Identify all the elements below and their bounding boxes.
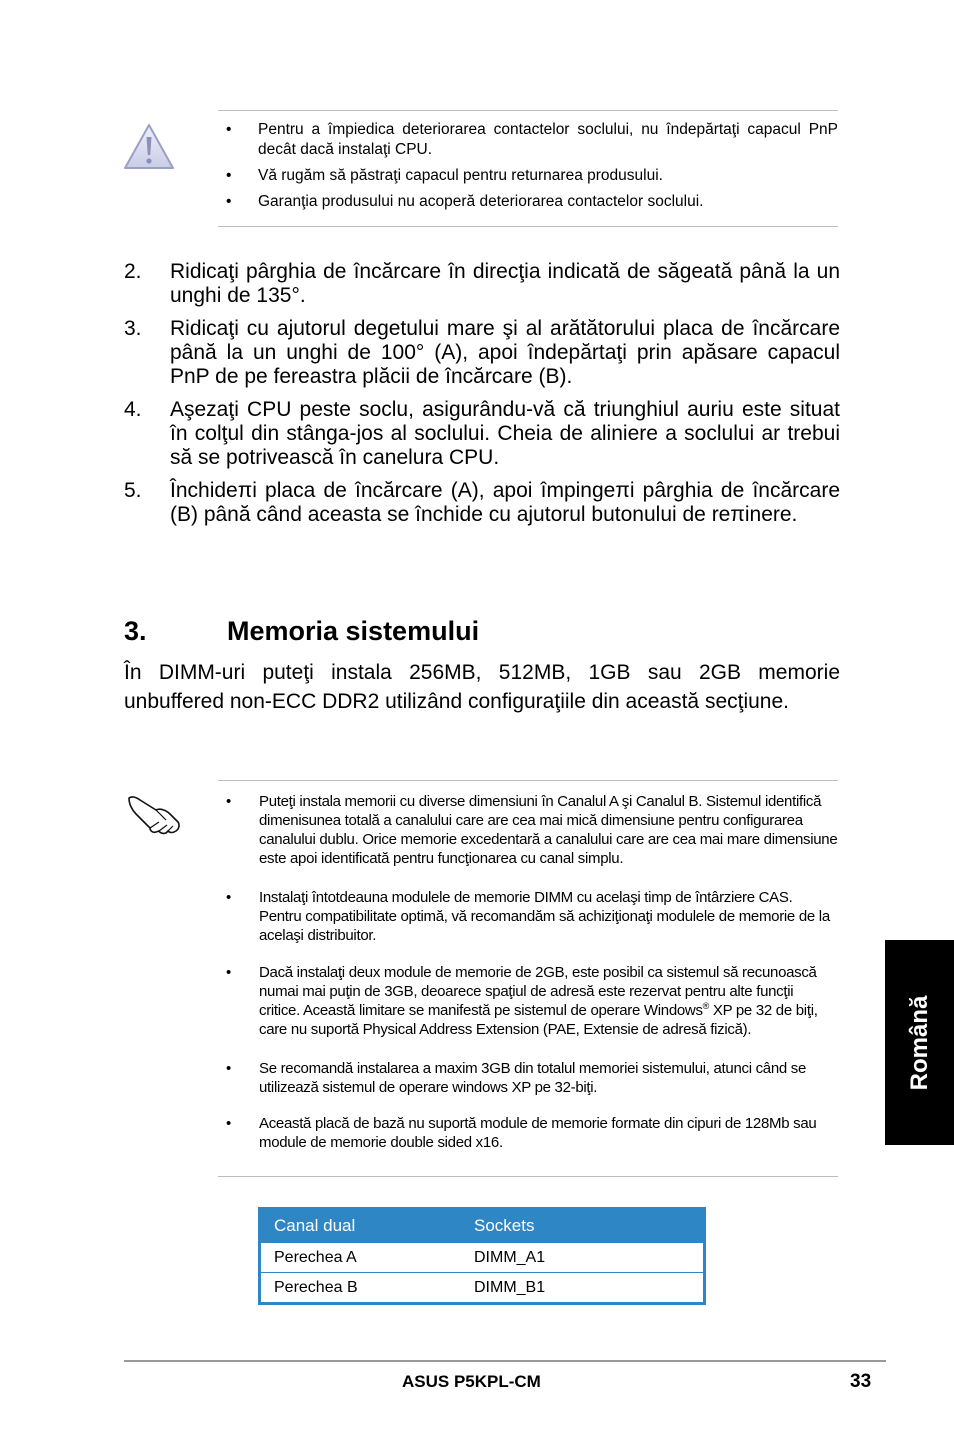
table-row (261, 1272, 703, 1302)
pointing-hand-icon (126, 792, 182, 836)
caution-bottom-rule (218, 226, 838, 227)
table-header-cell: Sockets (474, 1216, 535, 1235)
table-cell: DIMM_A1 (474, 1248, 546, 1266)
note-item: • Această placă de bază nu suportă module de memorie formate din cipuri de 128Mb sau module de memorie double sided x16. (226, 1115, 817, 1151)
caution-item: • Pentru a împiedica deteriorarea contactelor soclului, nu îndepărtaţi capacul PnP decât dacă instalaţi CPU. (226, 121, 838, 158)
section-intro: În DIMM-uri puteţi instala 256MB, 512MB, 1GB sau 2GB memorie unbuffered non-ECC DDR2 utilizând configuraţiile din această secţiune. (124, 661, 840, 713)
note-item: • Puteţi instala memorii cu diverse dimensiuni în Canalul A şi Canalul B. Sistemul identifică dimenisunea totală a canalului care are cea mai mică dimensiune pentru configurarea canalului dublu. Orice memorie excedentară a canalului care are cea mai mare dimensiune este apoi identificată pentru funcţionarea cu canal simplu. (226, 793, 838, 867)
caution-item: • Vă rugăm să păstraţi capacul pentru returnarea produsului. (226, 167, 663, 184)
step-5: 5. Închideπi placa de încărcare (A), apoi împingeπi pârghia de încărcare (B) până când aceasta se închide cu ajutorul butonului de reπinere. (124, 479, 840, 526)
note-item: • Instalaţi întotdeauna modulele de memorie DIMM cu acelaşi timp de întârziere CAS. Pentru compatibilitate optimă, vă recomandăm să achiziţionaţi modulele de memorie de la acelaşi distribuitor. (226, 889, 830, 944)
dual-channel-table (258, 1207, 706, 1305)
language-tab (885, 940, 954, 1145)
note-top-rule (218, 780, 838, 781)
step-4: 4. Aşezaţi CPU peste soclu, asigurându-vă că triunghiul auriu este situat în colţul din stânga-jos al soclului. Cheia de aliniere a soclului ar trebui să se potrivească în canelura CPU. (124, 398, 840, 469)
table-cell: Perechea A (274, 1248, 357, 1266)
step-3: 3. Ridicaţi cu ajutorul degetului mare şi al arătătorului placa de încărcare până la un unghi de 100° (A), apoi îndepărtaţi prin apăsare capacul PnP de pe fereastra plăcii de încărcare (B). (124, 317, 840, 388)
step-2: 2. Ridicaţi pârghia de încărcare în direcţia indicată de săgeată până la un unghi de 135°. (124, 260, 840, 307)
caution-item: • Garanţia produsului nu acoperă deteriorarea contactelor soclului. (226, 193, 704, 210)
caution-top-rule (218, 110, 838, 111)
table-cell: DIMM_B1 (474, 1278, 546, 1296)
table-header-cell: Canal dual (274, 1216, 356, 1235)
page-number: 33 (850, 1371, 872, 1392)
table-row (261, 1242, 703, 1272)
section-number: 3. (124, 616, 147, 646)
registered-mark: ® (702, 1001, 710, 1011)
footer-model: ASUS P5KPL-CM (402, 1372, 541, 1391)
language-tab-label: Română (905, 995, 933, 1090)
install-steps (124, 260, 840, 536)
note-item: • Dacă instalaţi deux module de memorie de 2GB, este posibil ca sistemul să recunoască numai mai puţin de 3GB, deoarece spaţiul de adresă este rezervat pentru alte funcţii critice. Această limitare se manifestă pe sistemul de operare Windows® XP pe 32 de biţi, care nu suportă Physical Address Extension (PAE, Extensie de adresă fizică). (226, 964, 818, 1038)
warning-triangle-icon (122, 122, 176, 172)
note-bottom-rule (218, 1176, 838, 1177)
section-heading (124, 616, 479, 647)
caution-list (218, 120, 838, 218)
section-title: Memoria sistemului (227, 616, 480, 646)
table-header-row (261, 1210, 703, 1242)
table-cell: Perechea B (274, 1278, 358, 1296)
note-item: • Se recomandă instalarea a maxim 3GB din totalul memoriei sistemului, atunci când se utilizează sistemul de operare windows XP pe 32-biţi. (226, 1060, 807, 1096)
footer-rule (124, 1360, 886, 1362)
note-list (218, 792, 838, 1172)
